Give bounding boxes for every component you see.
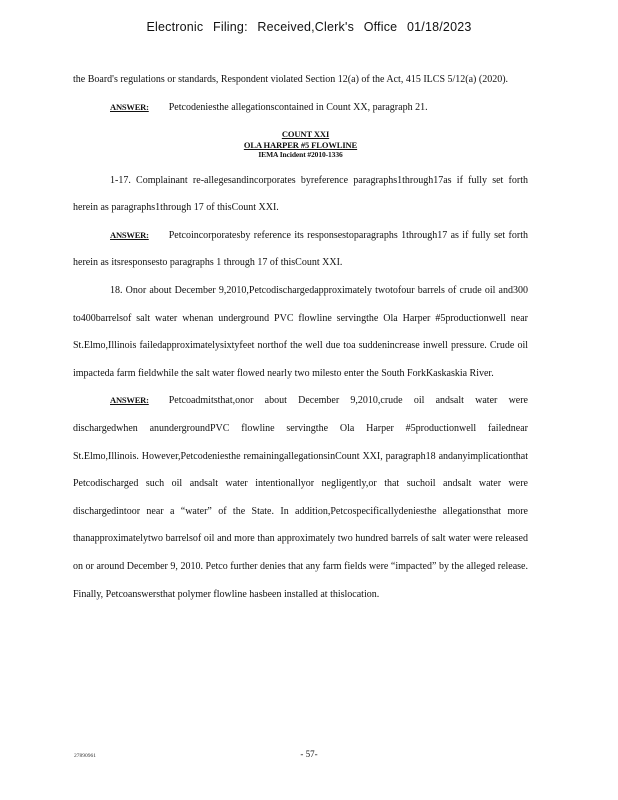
answer-paragraph-1-17 (73, 222, 528, 277)
paragraph-18: 18. Onor about December 9,2010,Petcodischargedapproximately twotofour barrels of crude oil and300 to400barrelsof salt water whenan underground PVC flowline servingthe Ola Harper #5productionwell near St.Elmo,Illinois failedapproximatelysixtyfeet northof the well due toa suddenincrease inwell pressure. Crude oil impacteda farm fieldwhile the salt water flowed nearly two milesto enter the South ForkKaskaskia River. (73, 285, 528, 379)
document-id: 27890961 (74, 753, 96, 759)
answer-text: Petcoincorporatesby reference its responsestoparagraphs 1through17 as if fully set forth herein as itsresponsesto paragraphs 1 through 17 of thisCount XXI. (73, 229, 528, 269)
answer-paragraph-18 (73, 387, 528, 608)
answer-label: ANSWER: (110, 229, 149, 240)
document-body (73, 66, 528, 608)
answer-text: Petcodeniesthe allegationscontained in Count XX, paragraph 21. (168, 101, 428, 113)
electronic-filing-header: Electronic Filing: Received,Clerk's Office 01/18/2023 (146, 20, 472, 34)
count-heading (73, 129, 528, 161)
paragraph-continuation: the Board's regulations or standards, Respondent violated Section 12(a) of the Act, 415 ILCS 5/12(a) (2020). (73, 74, 509, 85)
answer-paragraph-count-xx (73, 94, 528, 122)
count-incident: IEMA Incident #2010-1336 (258, 150, 343, 160)
answer-text: Petcoadmitsthat,onor about December 9,2010,crude oil andsalt water were dischargedwhen anundergroundPVC flowline servingthe Ola Harper #5productionwell failednear St.Elmo,Illinois. However,Petcodeniesthe remainingallegationsinCount XXI, paragraph18 andanyimplicationthat Petcodischarged such oil andsalt water intentionallyor negligently,or that suchoil andsalt water were dischargedintoor near a “water” of the State. In addition,Petcospecificallydeniesthe allegationsthat more thanapproximatelytwo barrelsof oil and more than approximately two hundred barrels of salt water were released on or around December 9, 2010. Petco further denies that any farm fields were “impacted” by the alleged release. Finally, Petcoanswersthat polymer flowline hasbeen installed at thislocation. (73, 395, 528, 600)
page-number: - 57- (300, 749, 318, 759)
count-subtitle: OLA HARPER #5 FLOWLINE (243, 139, 358, 150)
answer-label: ANSWER: (110, 101, 149, 112)
paragraph-1-17: 1-17. Complainant re-allegesandincorporates byreference paragraphs1through17as if fully set forth herein as paragraphs1through 17 of thisCount XXI. (73, 174, 528, 214)
answer-label: ANSWER: (110, 395, 149, 406)
count-title: COUNT XXI (281, 129, 330, 140)
